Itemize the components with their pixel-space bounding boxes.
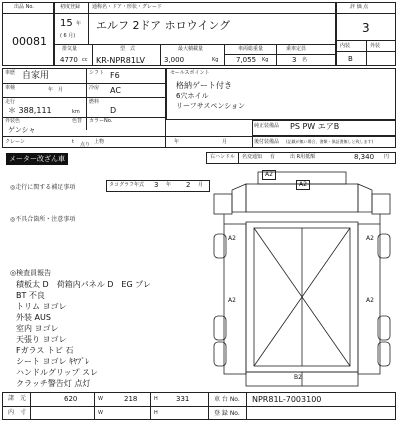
meter-tampered-badge: メーター改ざん車 <box>6 153 68 165</box>
model-code-value: KR-NPR81LV <box>96 56 145 65</box>
tacho-month-unit: 月 <box>198 182 204 188</box>
usage-value: 自家用 <box>22 71 50 81</box>
lot-label: 出品 No. <box>14 4 34 10</box>
damage-mark-right-lower: A2 <box>366 297 374 304</box>
max-load-label: 最大積載量 <box>178 46 204 52</box>
ext-color-label: 外装色 <box>5 118 21 124</box>
capacity-unit: 名 <box>302 57 308 63</box>
reg-no-label: 登 録 No. <box>214 410 240 417</box>
handle-value: 右ハンドル <box>210 154 236 160</box>
footer-r1-h-label: H <box>154 396 158 402</box>
color-change-label: 色替 <box>72 118 83 124</box>
selling-points-title: セールスポイント <box>170 70 210 76</box>
selling-point-3: リーフサスペンション <box>176 102 246 110</box>
selling-point-2: 6穴ホイル <box>176 92 209 100</box>
damage-mark-top-right: A2 <box>296 180 310 190</box>
max-load-value: 3,000 <box>164 56 185 64</box>
footer-r2-label: 内 寸 <box>8 409 27 416</box>
usage-label: 車歴 <box>5 70 16 76</box>
gross-weight-value: 7,055 <box>236 56 257 64</box>
gross-weight-unit: Kg <box>262 57 269 63</box>
mileage-value: ＊ 388,111 <box>8 106 52 115</box>
damage-mark-right-upper: A2 <box>366 235 374 242</box>
mfg-year-unit: 年 <box>174 139 180 145</box>
remarks-value: 8,340 <box>354 153 375 161</box>
tacho-year: 3 <box>154 181 159 189</box>
displacement-label: 排気量 <box>62 46 78 52</box>
damage-mark-left-lower: A2 <box>228 297 236 304</box>
footer-r1-label: 諸 元 <box>8 395 27 402</box>
ac-label: 冷房 <box>89 85 100 91</box>
equipment-note-label: 後付装備品 <box>254 139 280 145</box>
interior-label: 内装 <box>340 43 351 49</box>
model-code-label: 型 式 <box>120 46 136 52</box>
reg-year: 15 <box>60 18 73 29</box>
damage-mark-rear: B2 <box>294 374 302 381</box>
inspection-value: 年 月 <box>48 87 64 93</box>
car-name: エルフ 2ドア ホロウイング <box>96 19 231 32</box>
displacement-unit: cc <box>82 57 88 63</box>
first-reg-label: 初度登録 <box>60 4 81 10</box>
mfg-month-unit: 月 <box>222 139 228 145</box>
chassis-label: 車 台 No. <box>214 396 240 403</box>
ext-color-value: ゲンシャ <box>8 126 36 134</box>
inspector-line-8: シート ヨゴレ ｷﾔﾌﾞﾚ <box>16 357 90 366</box>
gross-weight-label: 車両総重量 <box>238 46 264 52</box>
inspector-line-6: 天張り ヨゴレ <box>16 335 67 344</box>
inspector-line-3: トリム ヨゴレ <box>16 302 67 311</box>
footer-r2-h-label: H <box>154 410 158 416</box>
inspector-line-2: BT 不良 <box>16 291 45 300</box>
damage-mark-left-upper: A2 <box>228 235 236 242</box>
lot-number: 00081 <box>12 35 47 48</box>
remarks-label: 出 R用抵額 <box>290 154 316 160</box>
tacho-label: タコグラフ年式 <box>109 182 145 188</box>
lot-box <box>2 2 54 66</box>
inspector-title: ◎検査員報告 <box>10 269 52 277</box>
reg-month: ( 6 月) <box>60 33 76 39</box>
damage-mark-top-left: A2 <box>262 170 276 180</box>
capacity-label: 乗車定員 <box>286 46 307 52</box>
equipment-value: PS PW エアB <box>290 122 340 131</box>
footer-r1-v1: 620 <box>64 395 78 403</box>
title-change-label: 名変通知 <box>242 154 263 160</box>
equipment-note: (記載が無い場合、書類・保証書無しと致します) <box>286 139 374 144</box>
title-change-value: 有 <box>270 154 276 160</box>
inspector-line-10: クラッチ警告灯 点灯 <box>16 379 91 388</box>
footer-r1-w-label: W <box>98 396 103 402</box>
tacho-year-unit: 年 <box>166 182 172 188</box>
footer-r1-v3: 331 <box>176 395 190 403</box>
chassis-value: NPR81L-7003100 <box>252 395 322 404</box>
footer-r2-w-label: W <box>98 410 103 416</box>
reg-year-unit: 年 <box>76 21 82 27</box>
pt-unit: 点り <box>80 142 91 148</box>
footer-r1-v2: 218 <box>124 395 138 403</box>
inspector-line-4: 外装 AUS <box>16 313 51 322</box>
equipment-label: 純正装備品 <box>254 123 280 129</box>
fuel-label: 燃料 <box>89 99 100 105</box>
inspector-line-5: 室内 ヨゴレ <box>16 324 59 333</box>
interior-grade: B <box>348 55 353 63</box>
defects-label: ◎不具合箇所・注意事項 <box>10 216 76 223</box>
max-load-unit: Kg <box>212 57 219 63</box>
selling-point-1: 格納ゲート付き <box>176 81 232 90</box>
displacement-value: 4770 <box>60 56 78 64</box>
shift-label: シフト <box>89 70 105 76</box>
exterior-label: 外装 <box>370 43 381 49</box>
vehicle-damage-diagram <box>210 164 394 392</box>
inspector-line-9: ハンドルグリップ スレ <box>16 368 99 377</box>
tacho-month: 2 <box>186 181 191 189</box>
inspector-line-1: 積板太 D 荷箱内パネル D EG プレ <box>16 280 151 289</box>
shift-value: F6 <box>110 71 120 80</box>
inspector-line-7: Fガラス トビ 石 <box>16 346 74 355</box>
pt-label: 上物 <box>94 139 105 145</box>
score-label: 評 価 点 <box>350 4 369 10</box>
model-label: 通称名・ドア・形状・グレード <box>92 4 162 10</box>
mileage-label: 走行 <box>5 99 16 105</box>
inspection-label: 車検 <box>5 85 16 91</box>
capacity-value: 3 <box>292 56 297 64</box>
supplement-label: ◎走行に関する補足事項 <box>10 184 76 191</box>
mileage-unit: km <box>72 109 80 115</box>
color-no-label: カラーNo. <box>89 118 113 124</box>
score-value: 3 <box>362 21 370 35</box>
fuel-value: D <box>110 106 117 115</box>
crane-unit: t <box>72 139 74 145</box>
ac-value: AC <box>110 86 121 95</box>
remarks-unit: 円 <box>384 154 390 160</box>
crane-label: クレーン <box>5 139 25 145</box>
